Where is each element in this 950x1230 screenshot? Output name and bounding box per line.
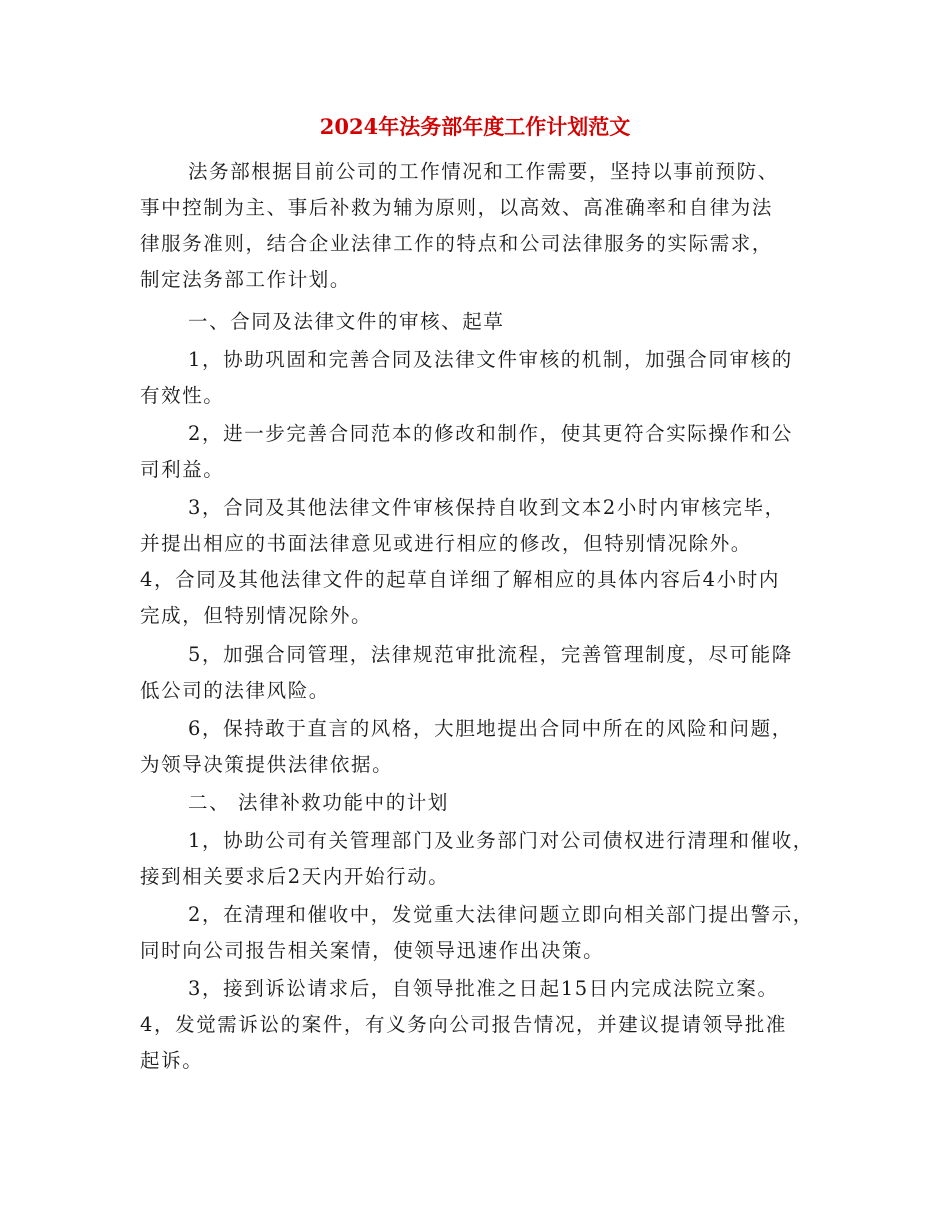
- paragraph-line: 2，在清理和催收中，发觉重大法律问题立即向相关部门提出警示，: [188, 903, 814, 926]
- paragraph-line: 制定法务部工作计划。: [140, 268, 352, 291]
- paragraph-line: 法务部根据目前公司的工作情况和工作需要，坚持以事前预防、: [188, 160, 779, 183]
- paragraph-line: 1，协助巩固和完善合同及法律文件审核的机制，加强合同审核的: [188, 348, 793, 371]
- paragraph-line: 有效性。: [140, 384, 225, 407]
- paragraph-line: 接到相关要求后2天内开始行动。: [140, 865, 450, 888]
- paragraph-line: 4，合同及其他法律文件的起草自详细了解相应的具体内容后4小时内: [140, 568, 780, 591]
- paragraph-line: 6，保持敢于直言的风格，大胆地提出合同中所在的风险和问题，: [188, 717, 793, 740]
- paragraph-line: 3，接到诉讼请求后，自领导批准之日起15日内完成法院立案。: [188, 977, 779, 1000]
- paragraph-line: 同时向公司报告相关案情，使领导迅速作出决策。: [140, 939, 605, 962]
- paragraph-line: 起诉。: [140, 1049, 204, 1072]
- paragraph-line: 低公司的法律风险。: [140, 679, 330, 702]
- paragraph-line: 完成，但特别情况除外。: [140, 604, 373, 627]
- paragraph-line: 并提出相应的书面法律意见或进行相应的修改，但特别情况除外。: [140, 532, 752, 555]
- paragraph-line: 事中控制为主、事后补救为辅为原则，以高效、高准确率和自律为法: [140, 196, 774, 219]
- section-heading: 一、合同及法律文件的审核、起草: [188, 310, 505, 333]
- section-heading: 二、 法律补救功能中的计划: [188, 791, 449, 814]
- paragraph-line: 律服务准则，结合企业法律工作的特点和公司法律服务的实际需求，: [140, 232, 774, 255]
- document-title: 2024年法务部年度工作计划范文: [319, 114, 631, 139]
- paragraph-line: 5，加强合同管理，法律规范审批流程，完善管理制度，尽可能降: [188, 643, 793, 666]
- paragraph-line: 司利益。: [140, 458, 225, 481]
- paragraph-line: 4，发觉需诉讼的案件，有义务向公司报告情况，并建议提请领导批准: [140, 1013, 788, 1036]
- paragraph-line: 3，合同及其他法律文件审核保持自收到文本2小时内审核完毕，: [188, 496, 786, 519]
- paragraph-line: 1，协助公司有关管理部门及业务部门对公司债权进行清理和催收，: [188, 829, 814, 852]
- paragraph-line: 为领导决策提供法律依据。: [140, 753, 394, 776]
- paragraph-line: 2，进一步完善合同范本的修改和制作，使其更符合实际操作和公: [188, 422, 793, 445]
